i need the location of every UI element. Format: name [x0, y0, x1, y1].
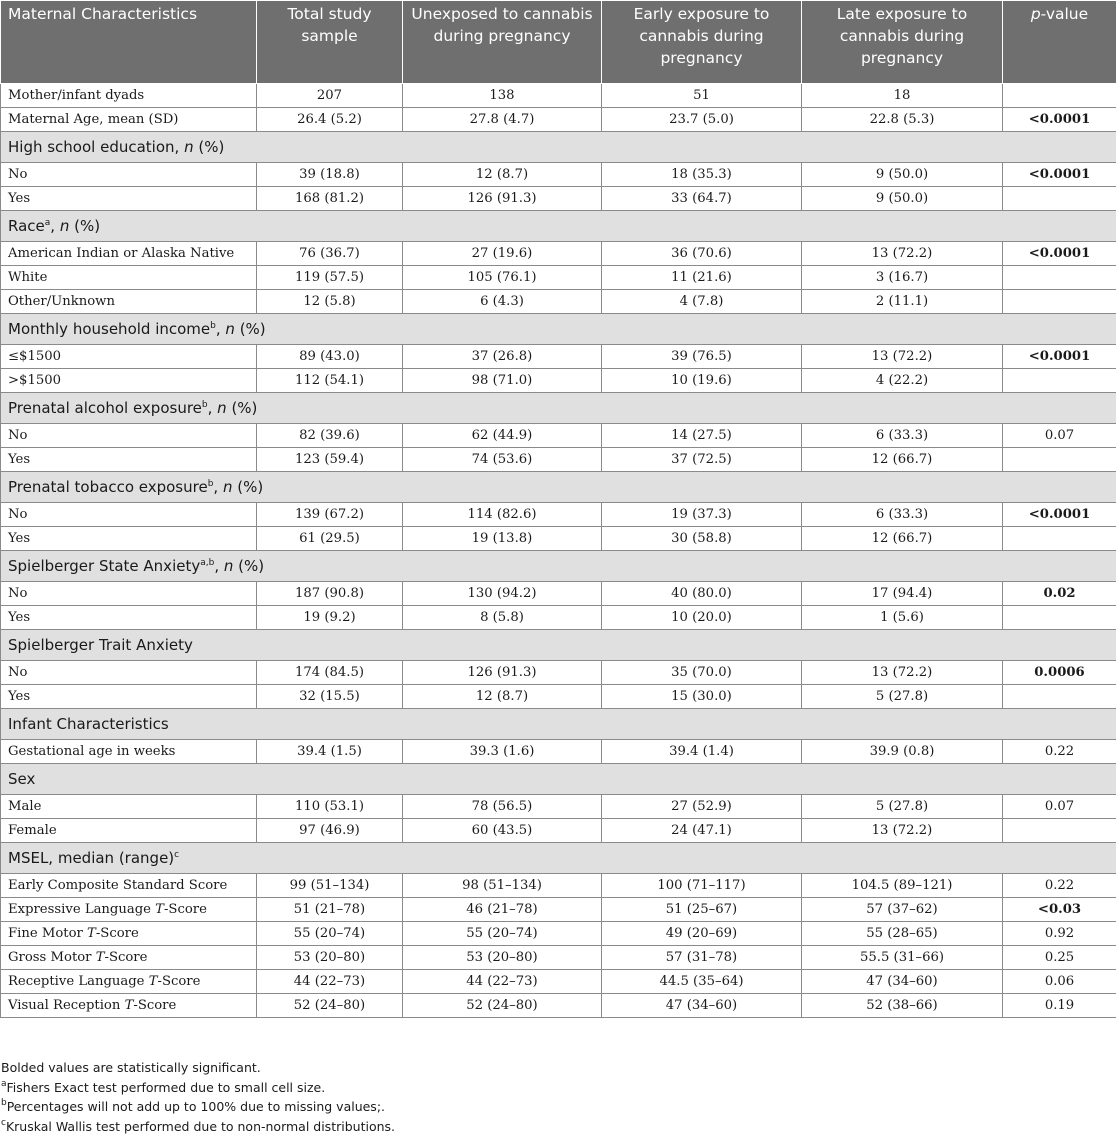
cell-total: 32 (15.5): [257, 685, 403, 709]
row-label: [1, 946, 257, 970]
cell-p-value: 0.22: [1003, 740, 1116, 764]
cell-early: 47 (34–60): [602, 994, 802, 1018]
section-footnote-marker: b: [202, 400, 208, 410]
cell-late: 12 (66.7): [802, 527, 1003, 551]
section-title: [1, 211, 1116, 242]
section-header-state-anxiety: [1, 551, 1116, 582]
cell-unexposed: 12 (8.7): [403, 685, 602, 709]
table-row: [1, 527, 1116, 551]
row-label: Female: [1, 819, 257, 843]
cell-unexposed: 126 (91.3): [403, 187, 602, 211]
section-n: n: [224, 557, 234, 575]
row-label: Male: [1, 795, 257, 819]
row-label-text: Visual Reception: [8, 998, 125, 1013]
cell-total: 99 (51–134): [257, 874, 403, 898]
cell-unexposed: 37 (26.8): [403, 345, 602, 369]
row-label-text: Receptive Language: [8, 974, 149, 989]
row-label: [1, 970, 257, 994]
cell-early: 23.7 (5.0): [602, 108, 802, 132]
section-n: n: [223, 478, 233, 496]
section-label: Prenatal alcohol exposure: [8, 399, 202, 417]
section-sep: ,: [216, 320, 226, 338]
section-footnote-marker: a,b: [200, 558, 214, 568]
cell-late: 57 (37–62): [802, 898, 1003, 922]
cell-total: 76 (36.7): [257, 242, 403, 266]
cell-late: 52 (38–66): [802, 994, 1003, 1018]
cell-late: 5 (27.8): [802, 795, 1003, 819]
cell-total: 123 (59.4): [257, 448, 403, 472]
cell-early: 36 (70.6): [602, 242, 802, 266]
cell-unexposed: 126 (91.3): [403, 661, 602, 685]
cell-late: 13 (72.2): [802, 661, 1003, 685]
cell-early: 51: [602, 84, 802, 108]
cell-early: 57 (31–78): [602, 946, 802, 970]
cell-late: 47 (34–60): [802, 970, 1003, 994]
cell-late: 4 (22.2): [802, 369, 1003, 393]
row-label: [1, 922, 257, 946]
row-label: Yes: [1, 187, 257, 211]
row-label: Early Composite Standard Score: [1, 874, 257, 898]
section-pct: (%): [69, 217, 100, 235]
cell-unexposed: 60 (43.5): [403, 819, 602, 843]
cell-total: 39.4 (1.5): [257, 740, 403, 764]
row-label-t: T: [87, 926, 96, 941]
section-label: High school education,: [8, 138, 184, 156]
footnote-c: [0, 1117, 1116, 1136]
section-n: n: [184, 138, 194, 156]
cell-early: 33 (64.7): [602, 187, 802, 211]
header-early-exposure: Early exposure to cannabis during pregnancy: [602, 1, 802, 84]
cell-p-value: <0.0001: [1003, 108, 1116, 132]
row-label-rest: -Score: [104, 950, 147, 965]
footnote-marker: a: [1, 1079, 7, 1089]
cell-unexposed: 98 (51–134): [403, 874, 602, 898]
cell-unexposed: 52 (24–80): [403, 994, 602, 1018]
cell-late: 39.9 (0.8): [802, 740, 1003, 764]
cell-early: 51 (25–67): [602, 898, 802, 922]
cell-late: 1 (5.6): [802, 606, 1003, 630]
table-row: [1, 582, 1116, 606]
cell-late: 2 (11.1): [802, 290, 1003, 314]
section-title: [1, 132, 1116, 163]
cell-late: 9 (50.0): [802, 187, 1003, 211]
section-label: Prenatal tobacco exposure: [8, 478, 208, 496]
section-header-tobacco: [1, 472, 1116, 503]
section-label: Race: [8, 217, 45, 235]
section-header-income: [1, 314, 1116, 345]
header-p-rest: -value: [1041, 5, 1089, 23]
table-footnotes: [0, 1058, 1116, 1136]
cell-unexposed: 6 (4.3): [403, 290, 602, 314]
cell-early: 27 (52.9): [602, 795, 802, 819]
section-title: [1, 393, 1116, 424]
section-label: MSEL, median (range): [8, 849, 174, 867]
cell-total: 55 (20–74): [257, 922, 403, 946]
cell-p-value: 0.19: [1003, 994, 1116, 1018]
cell-early: 10 (20.0): [602, 606, 802, 630]
table-row: [1, 448, 1116, 472]
cell-early: 14 (27.5): [602, 424, 802, 448]
table-row: [1, 345, 1116, 369]
section-header-education: [1, 132, 1116, 163]
cell-early: 4 (7.8): [602, 290, 802, 314]
table-row: [1, 898, 1116, 922]
row-label-rest: -Score: [164, 902, 207, 917]
footnote-text: Kruskal Wallis test performed due to non-normal distributions.: [6, 1119, 395, 1134]
cell-total: 51 (21–78): [257, 898, 403, 922]
section-footnote-marker: c: [174, 850, 179, 860]
section-header-msel: [1, 843, 1116, 874]
section-header-infant: [1, 709, 1116, 740]
cell-early: 19 (37.3): [602, 503, 802, 527]
cell-p-value: [1003, 606, 1116, 630]
cell-p-value: 0.07: [1003, 424, 1116, 448]
cell-unexposed: 74 (53.6): [403, 448, 602, 472]
table-row: [1, 242, 1116, 266]
header-maternal-characteristics: Maternal Characteristics: [1, 1, 257, 84]
cell-unexposed: 12 (8.7): [403, 163, 602, 187]
table-row: [1, 424, 1116, 448]
row-label: No: [1, 661, 257, 685]
cell-late: 6 (33.3): [802, 503, 1003, 527]
section-label: Spielberger State Anxiety: [8, 557, 200, 575]
cell-p-value: 0.07: [1003, 795, 1116, 819]
row-label: Yes: [1, 527, 257, 551]
cell-total: 53 (20–80): [257, 946, 403, 970]
cell-p-value: [1003, 369, 1116, 393]
cell-p-value: <0.0001: [1003, 503, 1116, 527]
row-label-text: Expressive Language: [8, 902, 155, 917]
cell-early: 40 (80.0): [602, 582, 802, 606]
cell-total: 207: [257, 84, 403, 108]
cell-p-value: [1003, 819, 1116, 843]
cell-early: 44.5 (35–64): [602, 970, 802, 994]
cell-total: 112 (54.1): [257, 369, 403, 393]
table-row: [1, 84, 1116, 108]
cell-total: 110 (53.1): [257, 795, 403, 819]
row-label: Mother/infant dyads: [1, 84, 257, 108]
cell-early: 39 (76.5): [602, 345, 802, 369]
section-label: Monthly household income: [8, 320, 210, 338]
section-n: n: [225, 320, 235, 338]
row-label-t: T: [149, 974, 158, 989]
cell-late: 9 (50.0): [802, 163, 1003, 187]
cell-total: 89 (43.0): [257, 345, 403, 369]
table-row: [1, 266, 1116, 290]
row-label: ≤$1500: [1, 345, 257, 369]
cell-unexposed: 46 (21–78): [403, 898, 602, 922]
row-label-t: T: [96, 950, 105, 965]
cell-p-value: [1003, 187, 1116, 211]
footnote-text: Percentages will not add up to 100% due to missing values;.: [7, 1099, 385, 1114]
row-label-rest: -Score: [157, 974, 200, 989]
cell-total: 168 (81.2): [257, 187, 403, 211]
section-title: [1, 472, 1116, 503]
cell-unexposed: 27.8 (4.7): [403, 108, 602, 132]
section-footnote-marker: b: [208, 479, 214, 489]
cell-p-value: 0.92: [1003, 922, 1116, 946]
header-late-exposure: Late exposure to cannabis during pregnancy: [802, 1, 1003, 84]
section-header-race: [1, 211, 1116, 242]
cell-total: 12 (5.8): [257, 290, 403, 314]
cell-late: 12 (66.7): [802, 448, 1003, 472]
cell-early: 18 (35.3): [602, 163, 802, 187]
section-sep: ,: [214, 557, 224, 575]
table-row: [1, 108, 1116, 132]
cell-late: 13 (72.2): [802, 819, 1003, 843]
footnote-bold: Bolded values are statistically significant.: [0, 1058, 1116, 1078]
cell-total: 52 (24–80): [257, 994, 403, 1018]
cell-early: 24 (47.1): [602, 819, 802, 843]
row-label: No: [1, 503, 257, 527]
table-row: [1, 187, 1116, 211]
section-title: [1, 843, 1116, 874]
row-label: American Indian or Alaska Native: [1, 242, 257, 266]
header-total-study-sample: Total study sample: [257, 1, 403, 84]
cell-p-value: 0.0006: [1003, 661, 1116, 685]
cell-p-value: [1003, 266, 1116, 290]
table-row: [1, 661, 1116, 685]
cell-total: 44 (22–73): [257, 970, 403, 994]
cell-p-value: 0.02: [1003, 582, 1116, 606]
cell-unexposed: 114 (82.6): [403, 503, 602, 527]
footnote-text: Fishers Exact test performed due to small cell size.: [7, 1080, 326, 1095]
cell-unexposed: 27 (19.6): [403, 242, 602, 266]
cell-total: 61 (29.5): [257, 527, 403, 551]
cell-unexposed: 8 (5.8): [403, 606, 602, 630]
section-sep: ,: [50, 217, 60, 235]
cell-p-value: 0.06: [1003, 970, 1116, 994]
section-header-trait-anxiety: [1, 630, 1116, 661]
cell-unexposed: 105 (76.1): [403, 266, 602, 290]
section-pct: (%): [235, 320, 266, 338]
cell-early: 37 (72.5): [602, 448, 802, 472]
cell-early: 100 (71–117): [602, 874, 802, 898]
cell-total: 139 (67.2): [257, 503, 403, 527]
section-footnote-marker: a: [45, 218, 51, 228]
cell-late: 22.8 (5.3): [802, 108, 1003, 132]
cell-late: 55 (28–65): [802, 922, 1003, 946]
cell-unexposed: 53 (20–80): [403, 946, 602, 970]
cell-total: 39 (18.8): [257, 163, 403, 187]
cell-p-value: <0.0001: [1003, 163, 1116, 187]
footnote-b: [0, 1097, 1116, 1117]
cell-early: 49 (20–69): [602, 922, 802, 946]
table-row: [1, 163, 1116, 187]
cell-late: 104.5 (89–121): [802, 874, 1003, 898]
section-title: Infant Characteristics: [1, 709, 1116, 740]
section-footnote-marker: b: [210, 321, 216, 331]
cell-unexposed: 78 (56.5): [403, 795, 602, 819]
table-row: [1, 970, 1116, 994]
cell-unexposed: 130 (94.2): [403, 582, 602, 606]
row-label: [1, 898, 257, 922]
row-label-t: T: [155, 902, 164, 917]
row-label: >$1500: [1, 369, 257, 393]
table-row: [1, 503, 1116, 527]
row-label-text: Fine Motor: [8, 926, 87, 941]
section-n: n: [217, 399, 227, 417]
table-row: [1, 685, 1116, 709]
section-title: [1, 551, 1116, 582]
cell-late: 5 (27.8): [802, 685, 1003, 709]
row-label: No: [1, 424, 257, 448]
section-title: Sex: [1, 764, 1116, 795]
row-label: Yes: [1, 685, 257, 709]
row-label: Yes: [1, 606, 257, 630]
table-row: [1, 290, 1116, 314]
cell-late: 6 (33.3): [802, 424, 1003, 448]
cell-late: 55.5 (31–66): [802, 946, 1003, 970]
section-title: Spielberger Trait Anxiety: [1, 630, 1116, 661]
table-row: [1, 994, 1116, 1018]
table-row: [1, 795, 1116, 819]
row-label-rest: -Score: [133, 998, 176, 1013]
cell-p-value: 0.25: [1003, 946, 1116, 970]
section-sep: ,: [208, 399, 218, 417]
cell-p-value: [1003, 84, 1116, 108]
cell-unexposed: 55 (20–74): [403, 922, 602, 946]
table-row: [1, 922, 1116, 946]
cell-total: 26.4 (5.2): [257, 108, 403, 132]
cell-p-value: 0.22: [1003, 874, 1116, 898]
cell-total: 19 (9.2): [257, 606, 403, 630]
section-pct: (%): [227, 399, 258, 417]
row-label: Maternal Age, mean (SD): [1, 108, 257, 132]
row-label: [1, 994, 257, 1018]
cell-total: 174 (84.5): [257, 661, 403, 685]
cell-total: 97 (46.9): [257, 819, 403, 843]
cell-p-value: [1003, 448, 1116, 472]
header-unexposed: Unexposed to cannabis during pregnancy: [403, 1, 602, 84]
header-p-value: [1003, 1, 1116, 84]
cell-early: 30 (58.8): [602, 527, 802, 551]
cell-early: 11 (21.6): [602, 266, 802, 290]
section-pct: (%): [194, 138, 225, 156]
row-label-t: T: [125, 998, 134, 1013]
cell-total: 82 (39.6): [257, 424, 403, 448]
cell-early: 10 (19.6): [602, 369, 802, 393]
cell-unexposed: 44 (22–73): [403, 970, 602, 994]
table-row: [1, 874, 1116, 898]
table-row: [1, 819, 1116, 843]
cell-unexposed: 138: [403, 84, 602, 108]
row-label: No: [1, 582, 257, 606]
cell-late: 3 (16.7): [802, 266, 1003, 290]
table-row: [1, 606, 1116, 630]
cell-late: 13 (72.2): [802, 242, 1003, 266]
section-title: [1, 314, 1116, 345]
cell-p-value: [1003, 527, 1116, 551]
section-pct: (%): [233, 557, 264, 575]
row-label-rest: -Score: [96, 926, 139, 941]
header-row: [1, 1, 1116, 84]
cell-p-value: <0.0001: [1003, 242, 1116, 266]
row-label: Other/Unknown: [1, 290, 257, 314]
cell-early: 39.4 (1.4): [602, 740, 802, 764]
footnote-marker: b: [1, 1098, 7, 1108]
cell-total: 119 (57.5): [257, 266, 403, 290]
row-label: Gestational age in weeks: [1, 740, 257, 764]
table-row: [1, 946, 1116, 970]
section-n: n: [60, 217, 70, 235]
section-sep: ,: [213, 478, 223, 496]
footnote-a: [0, 1078, 1116, 1098]
cell-late: 18: [802, 84, 1003, 108]
cell-p-value: [1003, 685, 1116, 709]
table-row: [1, 369, 1116, 393]
cell-unexposed: 98 (71.0): [403, 369, 602, 393]
cell-p-value: <0.0001: [1003, 345, 1116, 369]
section-pct: (%): [232, 478, 263, 496]
cell-p-value: <0.03: [1003, 898, 1116, 922]
cell-unexposed: 62 (44.9): [403, 424, 602, 448]
cell-unexposed: 39.3 (1.6): [403, 740, 602, 764]
section-header-alcohol: [1, 393, 1116, 424]
row-label: White: [1, 266, 257, 290]
cell-early: 15 (30.0): [602, 685, 802, 709]
section-header-sex: [1, 764, 1116, 795]
cell-late: 13 (72.2): [802, 345, 1003, 369]
row-label: No: [1, 163, 257, 187]
cell-unexposed: 19 (13.8): [403, 527, 602, 551]
row-label-text: Gross Motor: [8, 950, 96, 965]
cell-total: 187 (90.8): [257, 582, 403, 606]
row-label: Yes: [1, 448, 257, 472]
cell-early: 35 (70.0): [602, 661, 802, 685]
header-p-italic: p: [1031, 5, 1041, 23]
footnote-marker: c: [1, 1118, 6, 1128]
cell-late: 17 (94.4): [802, 582, 1003, 606]
cell-p-value: [1003, 290, 1116, 314]
table-row: [1, 740, 1116, 764]
